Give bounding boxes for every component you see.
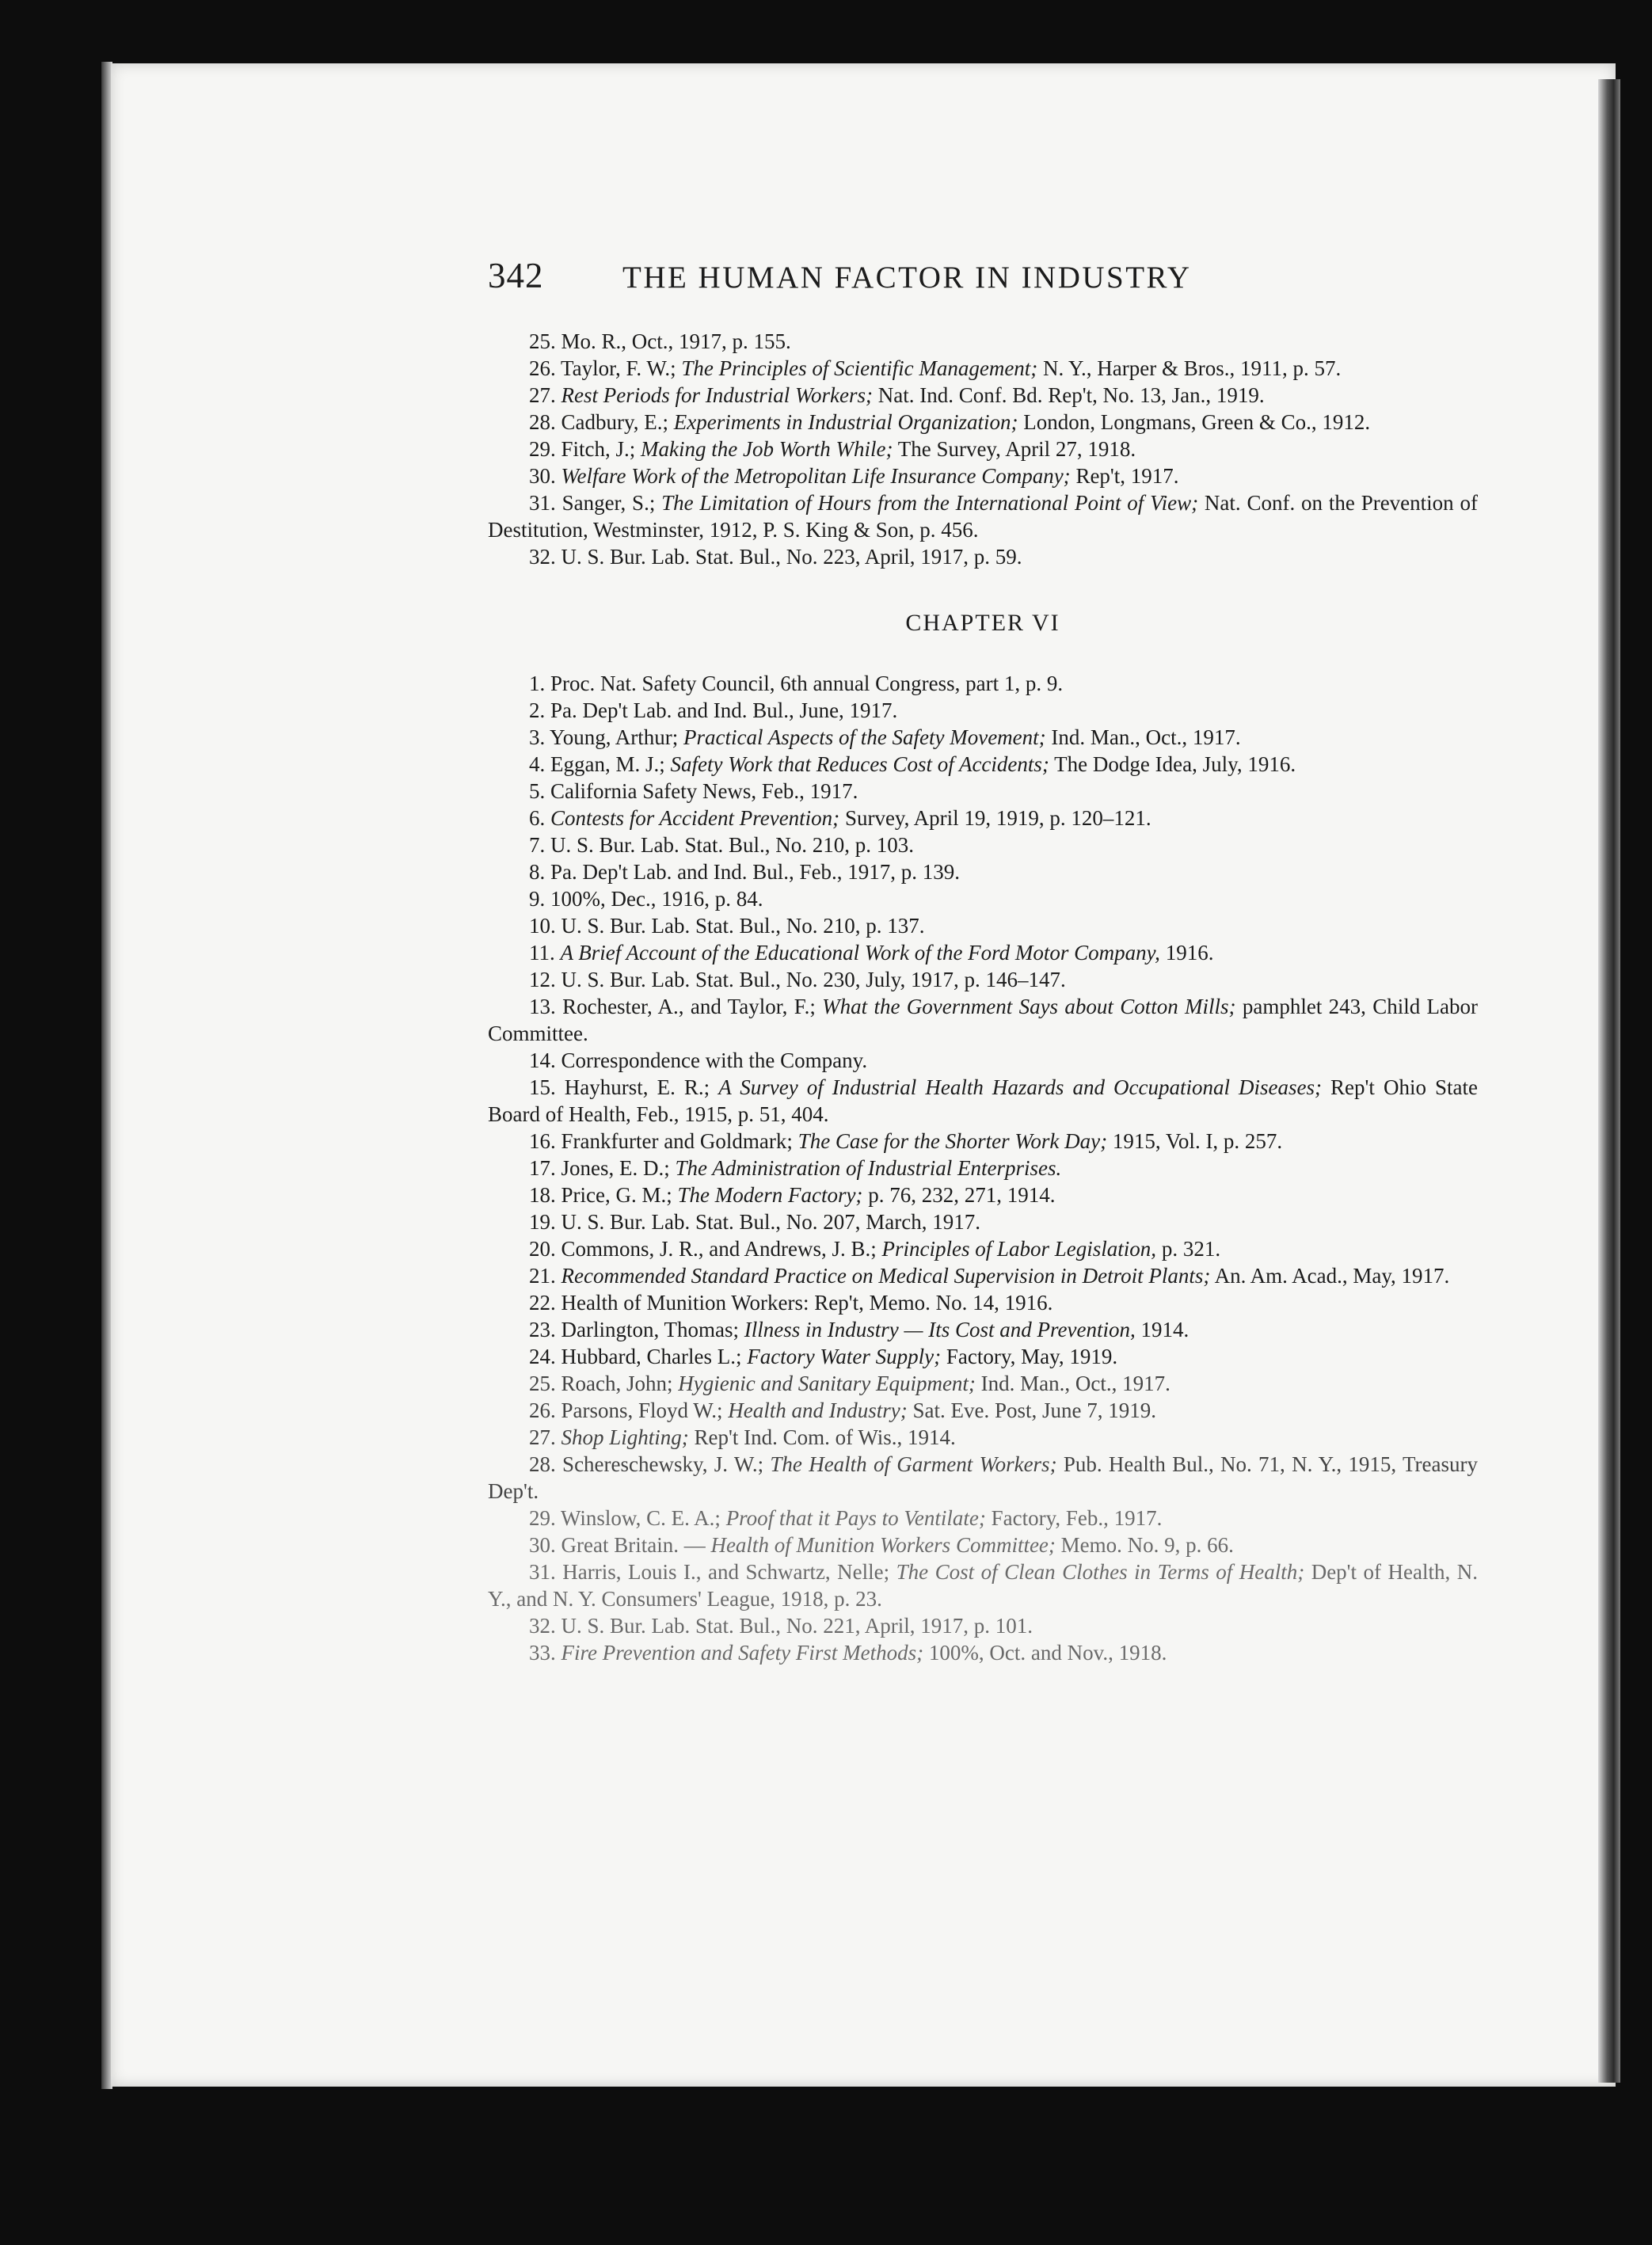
note-text: Hayhurst, E. R.; [564,1075,719,1099]
note-number: 29. [529,437,561,461]
note-text: Correspondence with the Company. [561,1048,868,1072]
note-text: Factory, Feb., 1917. [985,1506,1163,1530]
note-item [488,1262,1478,1289]
note-text: Survey, April 19, 1919, p. 120–121. [839,806,1151,830]
note-number: 33. [529,1641,561,1665]
note-text: N. Y., Harper & Bros., 1911, p. 57. [1037,356,1342,380]
note-number: 31. [529,491,562,515]
note-number: 31. [529,1560,563,1584]
note-text: Frankfurter and Goldmark; [561,1129,798,1153]
note-number: 30. [529,464,561,488]
note-title: Health and Industry; [728,1398,908,1422]
note-number: 3. [529,725,550,749]
note-number: 26. [529,1398,561,1422]
note-item [488,697,1478,724]
note-text: 1915, Vol. I, p. 257. [1107,1129,1283,1153]
note-item [488,1155,1478,1181]
note-title: Contests for Accident Prevention; [550,806,840,830]
note-text: U. S. Bur. Lab. Stat. Bul., No. 230, July, 1917, p. 146–147. [561,968,1066,991]
note-text: Nat. Conf. on the Prevention of Destitution, Westminster, 1912, P. S. King & Son, p. 456. [488,491,1478,542]
note-title: Illness in Industry — Its Cost and Prevention, [744,1318,1136,1341]
note-text: Taylor, F. W.; [561,356,682,380]
note-text: 1916. [1159,941,1214,965]
note-number: 18. [529,1183,561,1207]
note-text: Pa. Dep't Lab. and Ind. Bul., Feb., 1917, p. 139. [550,860,961,884]
note-item [488,1612,1478,1639]
note-item [488,1074,1478,1128]
note-item [488,1208,1478,1235]
note-title: The Health of Garment Workers; [770,1452,1057,1476]
note-number: 4. [529,752,550,776]
note-title: Safety Work that Reduces Cost of Accidents; [670,752,1049,776]
note-text: Health of Munition Workers: Rep't, Memo. No. 14, 1916. [561,1291,1053,1315]
note-text: Darlington, Thomas; [561,1318,744,1341]
note-item [488,1532,1478,1558]
note-number: 15. [529,1075,565,1099]
note-text: U. S. Bur. Lab. Stat. Bul., No. 207, March, 1917. [561,1210,980,1234]
note-number: 7. [529,833,550,857]
note-title: Experiments in Industrial Organization; [673,410,1018,434]
note-text: U. S. Bur. Lab. Stat. Bul., No. 210, p. 137. [561,914,925,938]
note-title: A Survey of Industrial Health Hazards and Occupational Diseases; [718,1075,1322,1099]
note-text: U. S. Bur. Lab. Stat. Bul., No. 221, April, 1917, p. 101. [561,1614,1033,1638]
note-number: 28. [529,410,561,434]
note-item [488,462,1478,489]
note-number: 32. [529,545,561,569]
note-item [488,1343,1478,1370]
notes-list-chapter [488,670,1478,1666]
note-item [488,939,1478,966]
note-title: The Cost of Clean Clothes in Terms of Health; [896,1560,1305,1584]
note-text: 100%, Dec., 1916, p. 84. [550,887,763,911]
note-item [488,355,1478,382]
note-number: 8. [529,860,550,884]
note-number: 22. [529,1291,561,1315]
note-number: 26. [529,356,561,380]
note-item [488,1316,1478,1343]
note-text: Nat. Ind. Conf. Bd. Rep't, No. 13, Jan., 1919. [873,383,1265,407]
note-text: The Dodge Idea, July, 1916. [1049,752,1296,776]
note-item [488,409,1478,436]
note-item [488,885,1478,912]
chapter-heading: CHAPTER VI [905,610,1060,636]
note-title: Principles of Labor Legislation, [881,1237,1157,1261]
note-item [488,670,1478,697]
page-number: 342 [488,256,544,295]
note-item [488,1451,1478,1505]
note-text: Cadbury, E.; [561,410,674,434]
note-item [488,724,1478,751]
note-number: 13. [529,995,563,1018]
note-text: p. 321. [1156,1237,1221,1261]
note-text: 1914. [1135,1318,1190,1341]
note-text: London, Longmans, Green & Co., 1912. [1018,410,1371,434]
note-text: U. S. Bur. Lab. Stat. Bul., No. 223, April, 1917, p. 59. [561,545,1022,569]
note-number: 17. [529,1156,561,1180]
note-title: Factory Water Supply; [747,1345,942,1368]
page-content [377,255,1478,1666]
note-item [488,751,1478,778]
note-text: Ind. Man., Oct., 1917. [975,1372,1170,1395]
note-title: Health of Munition Workers Committee; [710,1533,1056,1557]
note-title: Shop Lighting; [561,1425,689,1449]
note-title: Making the Job Worth While; [641,437,893,461]
note-text: Commons, J. R., and Andrews, J. B.; [561,1237,882,1261]
note-text: Great Britain. — [561,1533,711,1557]
note-title: Hygienic and Sanitary Equipment; [678,1372,976,1395]
note-text: Rep't Ind. Com. of Wis., 1914. [688,1425,956,1449]
note-text: Fitch, J.; [561,437,641,461]
note-text: Dep't of Health, N. Y., and N. Y. Consumers' League, 1918, p. 23. [488,1560,1479,1611]
note-item [488,966,1478,993]
note-item [488,1424,1478,1451]
note-number: 9. [529,887,550,911]
note-text: The Survey, April 27, 1918. [893,437,1136,461]
note-item [488,1289,1478,1316]
note-text: Sanger, S.; [561,491,662,515]
note-text: Memo. No. 9, p. 66. [1055,1533,1234,1557]
note-text: Parsons, Floyd W.; [561,1398,729,1422]
note-number: 27. [529,1425,561,1449]
note-text: Schereschewsky, J. W.; [562,1452,771,1476]
notes-list-before [488,328,1478,570]
note-text: Ind. Man., Oct., 1917. [1045,725,1241,749]
note-number: 27. [529,383,561,407]
note-text: Eggan, M. J.; [550,752,671,776]
note-number: 20. [529,1237,561,1261]
note-number: 10. [529,914,561,938]
running-title: THE HUMAN FACTOR IN INDUSTRY [622,261,1192,295]
note-number: 29. [529,1506,561,1530]
note-number: 1. [529,672,550,695]
note-text: Price, G. M.; [561,1183,678,1207]
note-text: p. 76, 232, 271, 1914. [862,1183,1056,1207]
note-item [488,1047,1478,1074]
note-number: 21. [529,1264,561,1288]
note-item [488,993,1478,1047]
note-text: Jones, E. D.; [561,1156,676,1180]
note-number: 25. [529,329,561,353]
note-title: Rest Periods for Industrial Workers; [561,383,873,407]
note-item [488,1370,1478,1397]
note-number: 23. [529,1318,561,1341]
note-title: What the Government Says about Cotton Mills; [822,995,1236,1018]
note-number: 30. [529,1533,561,1557]
note-item [488,1397,1478,1424]
note-title: Proof that it Pays to Ventilate; [725,1506,986,1530]
note-number: 24. [529,1345,561,1368]
note-number: 32. [529,1614,561,1638]
note-text: Factory, May, 1919. [941,1345,1118,1368]
note-number: 16. [529,1129,561,1153]
note-title: The Case for the Shorter Work Day; [797,1129,1108,1153]
note-title: A Brief Account of the Educational Work of the Ford Motor Company, [560,941,1160,965]
note-text: Young, Arthur; [550,725,684,749]
note-text: Winslow, C. E. A.; [561,1506,726,1530]
note-title: Fire Prevention and Safety First Methods; [561,1641,924,1665]
note-title: The Modern Factory; [677,1183,863,1207]
note-number: 2. [529,698,550,722]
note-item [488,328,1478,355]
note-text: California Safety News, Feb., 1917. [550,779,858,803]
note-item [488,1505,1478,1532]
note-number: 14. [529,1048,561,1072]
note-text: Pub. Health Bul., No. 71, N. Y., 1915, Treasury Dep't. [488,1452,1478,1503]
note-number: 25. [529,1372,561,1395]
note-item [488,912,1478,939]
note-item [488,831,1478,858]
note-title: Welfare Work of the Metropolitan Life Insurance Company; [561,464,1071,488]
page-edge-right [1598,79,1620,2083]
note-text: pamphlet 243, Child Labor Committee. [488,995,1479,1045]
note-item [488,805,1478,831]
note-title: The Principles of Scientific Management; [681,356,1038,380]
note-title: Practical Aspects of the Safety Movement; [683,725,1046,749]
note-text: U. S. Bur. Lab. Stat. Bul., No. 210, p. 103. [550,833,915,857]
note-item [488,858,1478,885]
note-text: Pa. Dep't Lab. and Ind. Bul., June, 1917. [550,698,898,722]
running-head [488,255,1478,310]
note-number: 6. [529,806,550,830]
note-item [488,1558,1478,1612]
note-title: Recommended Standard Practice on Medical Supervision in Detroit Plants; [561,1264,1211,1288]
note-number: 28. [529,1452,563,1476]
note-text: An. Am. Acad., May, 1917. [1210,1264,1450,1288]
note-item [488,1639,1478,1666]
note-number: 12. [529,968,561,991]
note-item [488,489,1478,543]
note-number: 5. [529,779,550,803]
note-item [488,543,1478,570]
note-item [488,382,1478,409]
note-text: Harris, Louis I., and Schwartz, Nelle; [562,1560,896,1584]
note-text: 100%, Oct. and Nov., 1918. [923,1641,1167,1665]
note-item [488,436,1478,462]
note-item [488,778,1478,805]
note-text: Sat. Eve. Post, June 7, 1919. [907,1398,1157,1422]
note-item [488,1128,1478,1155]
note-title: The Administration of Industrial Enterprises. [675,1156,1062,1180]
note-title: The Limitation of Hours from the International Point of View; [661,491,1199,515]
note-text: Hubbard, Charles L.; [561,1345,748,1368]
note-text: Proc. Nat. Safety Council, 6th annual Congress, part 1, p. 9. [550,672,1064,695]
note-number: 19. [529,1210,561,1234]
note-text: Rep't, 1917. [1070,464,1179,488]
note-text: Mo. R., Oct., 1917, p. 155. [561,329,791,353]
note-text: Roach, John; [561,1372,679,1395]
note-text: Rep't Ohio State Board of Health, Feb., 1915, p. 51, 404. [488,1075,1478,1126]
note-number: 11. [529,941,561,965]
note-item [488,1235,1478,1262]
note-text: Rochester, A., and Taylor, F.; [562,995,823,1018]
note-item [488,1181,1478,1208]
